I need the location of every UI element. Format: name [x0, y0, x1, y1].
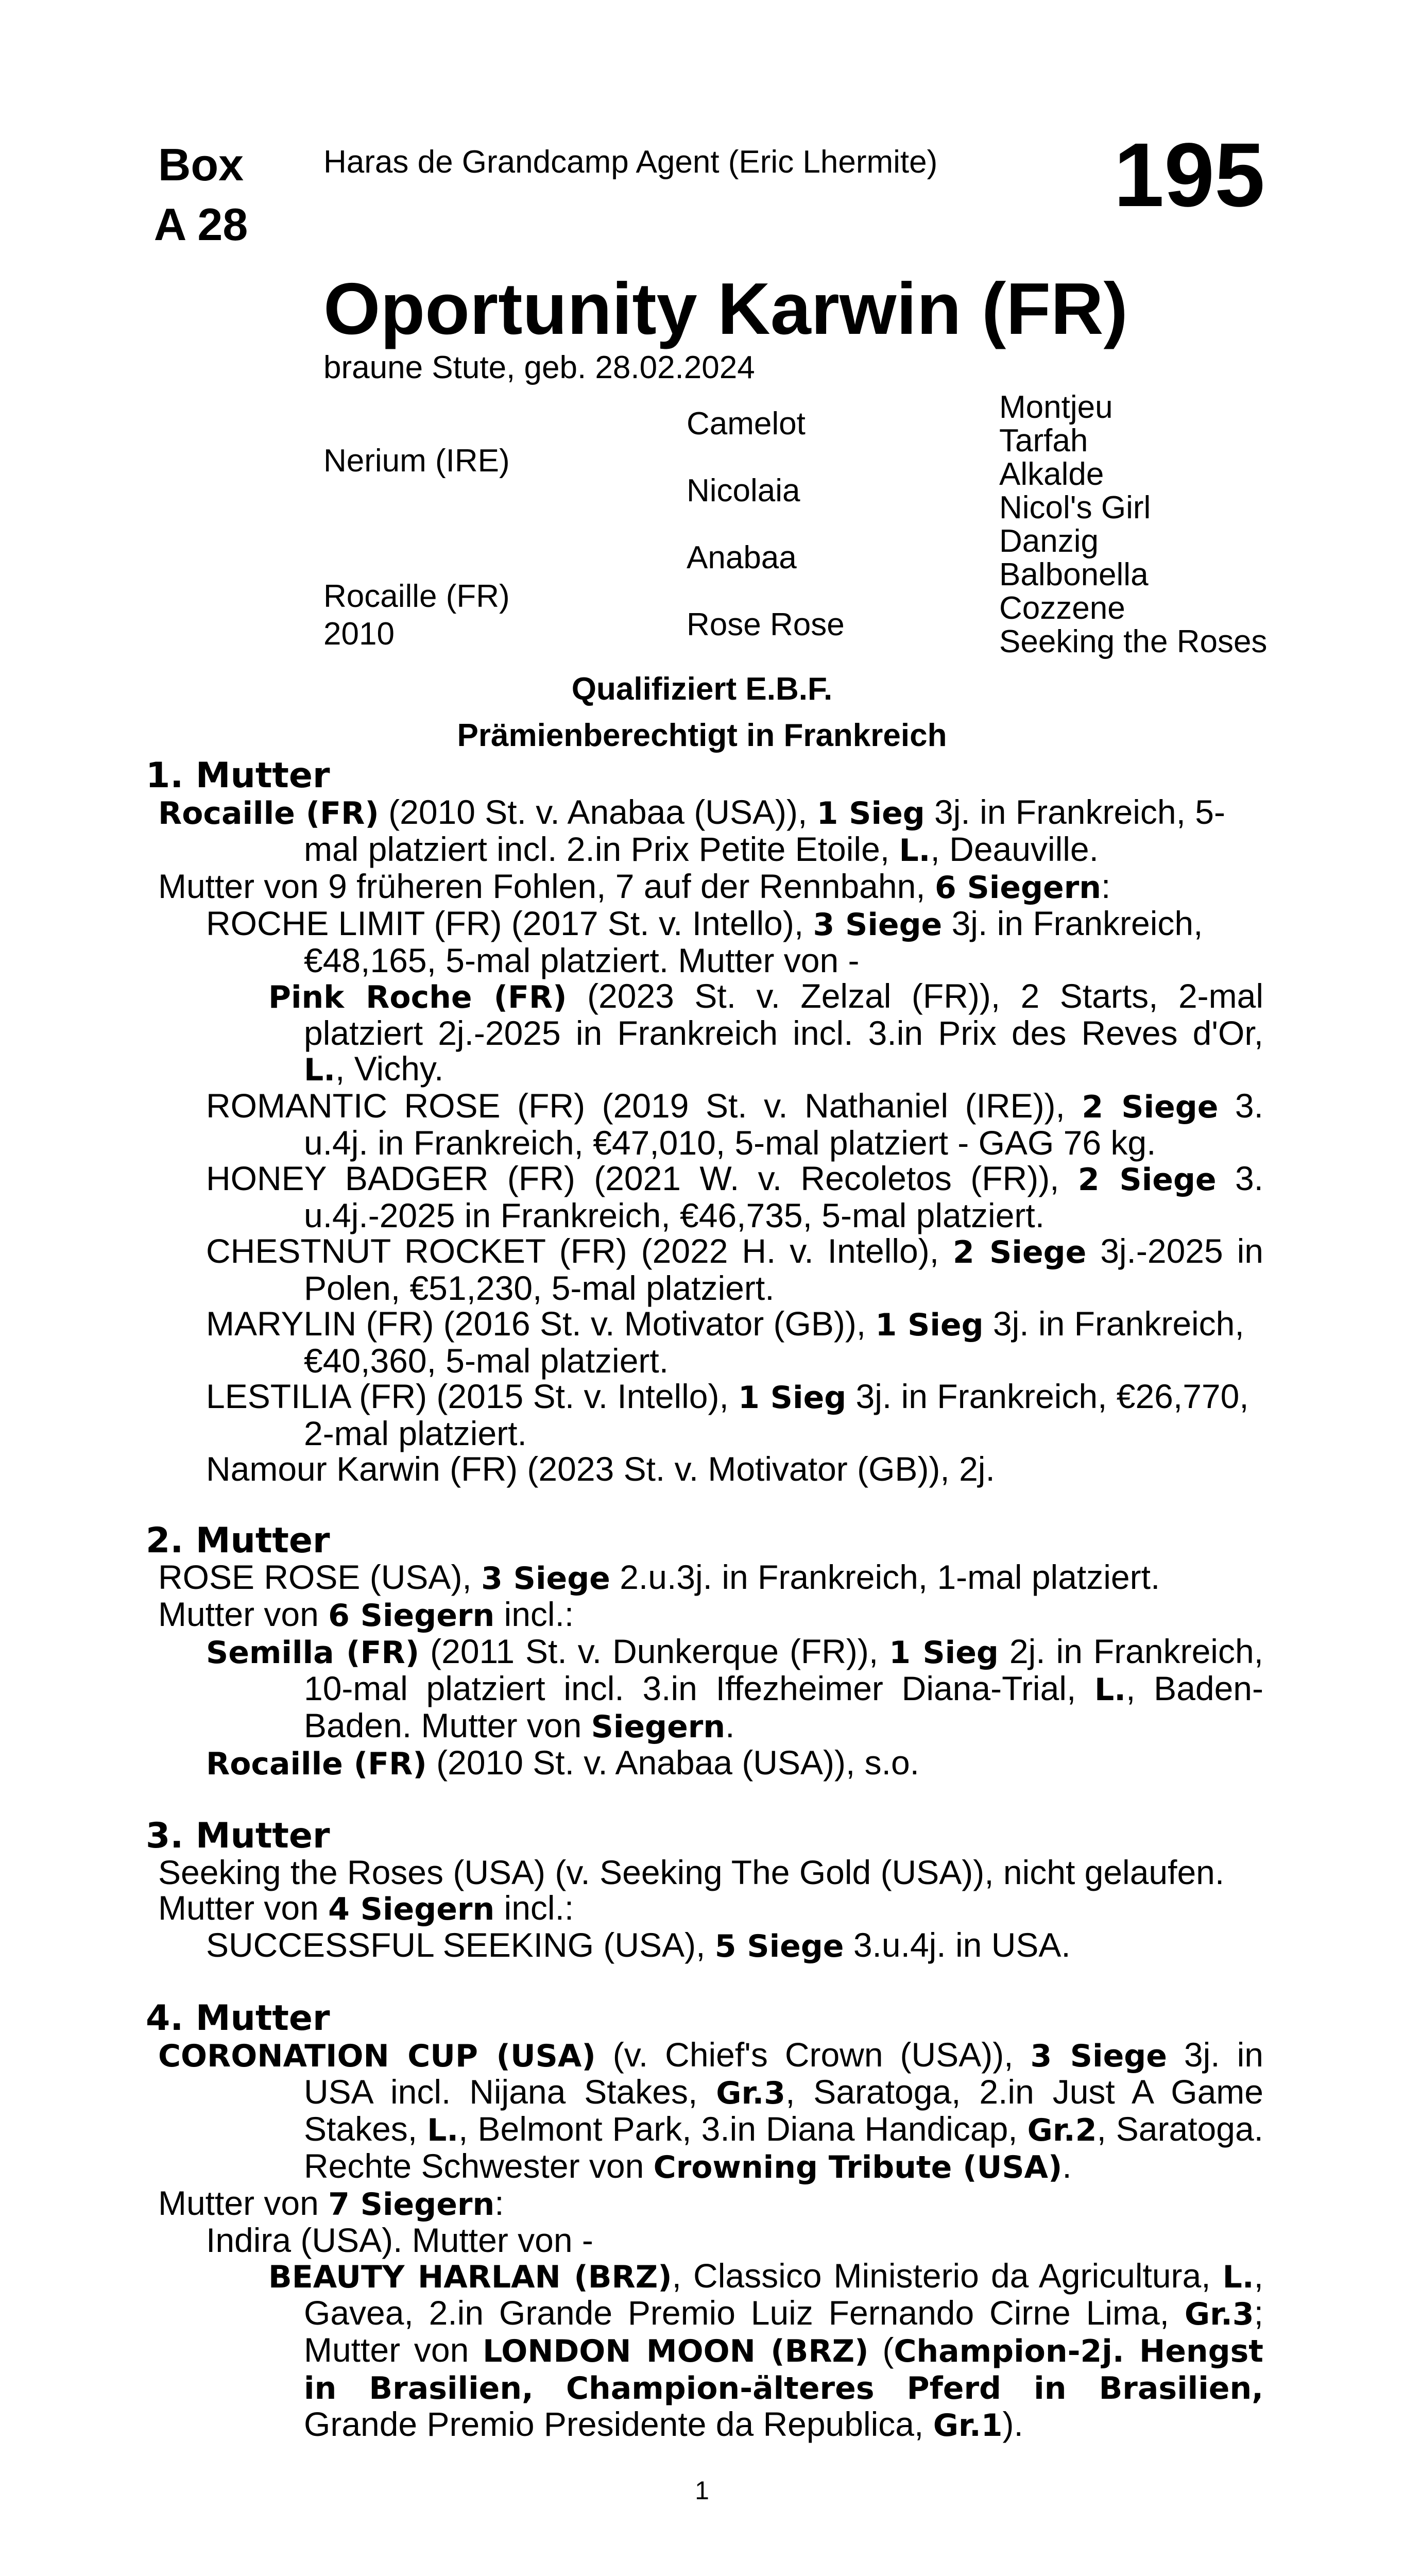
listed-mark: L. [899, 833, 931, 869]
text: , Saratoga, 2.in Just A Game Stakes, [304, 2073, 1263, 2148]
qualification-ebf: Qualifiziert E.B.F. [571, 671, 833, 707]
winners: 4 Siegern [328, 1891, 495, 1927]
text: 3j. in Frankreich, 5-mal platziert incl. 2.in Prix Petite Etoile, [304, 793, 1225, 868]
text: ROSE ROSE (USA), [158, 1558, 482, 1596]
text: ). [1002, 2405, 1023, 2443]
pedigree-ggp-3: Alkalde [999, 456, 1104, 492]
pedigree-dam-dam: Rose Rose [687, 607, 845, 642]
text: 3. u.4j.-2025 in Frankreich, €46,735, 5-mal platziert. [304, 1159, 1263, 1234]
text: : [1101, 867, 1111, 905]
text: 2j. in Frankreich, 10-mal platziert incl. 3.in Iffezheimer Diana-Trial, [304, 1632, 1263, 1707]
listed-mark: L. [304, 1052, 336, 1088]
pedigree-sire-sire: Camelot [687, 406, 806, 442]
wins: 2 Siege [1082, 1089, 1219, 1125]
text: MARYLIN (FR) (2016 St. v. Motivator (GB)), [206, 1304, 876, 1343]
catalogue-body [146, 757, 1263, 2444]
text: . [1062, 2147, 1072, 2185]
dam2-foal-1 [146, 1634, 1263, 1745]
dam4-foal-1: Indira (USA). Mutter von - [206, 2221, 593, 2259]
group-mark: Gr.2 [1027, 2112, 1097, 2148]
section-heading-dam1: 1. Mutter [146, 755, 330, 796]
text: (2010 St. v. Anabaa (USA)), [379, 793, 817, 831]
text: Mutter von [158, 1595, 329, 1633]
consignor: Haras de Grandcamp Agent (Eric Lhermite) [323, 144, 938, 180]
text: 3j.-2025 in Polen, €51,230, 5-mal platziert. [304, 1232, 1263, 1307]
pedigree-sire-dam: Nicolaia [687, 473, 800, 509]
text: 3j. in Frankreich, €26,770, 2-mal platziert. [304, 1377, 1249, 1452]
horse-name-bold: CORONATION CUP (USA) [158, 2038, 596, 2074]
spacer [146, 1964, 1263, 2000]
text: . [725, 1706, 735, 1744]
pedigree-dam-sire: Anabaa [687, 540, 797, 575]
spacer [146, 1487, 1263, 1522]
dam1-foal-5 [146, 1306, 1263, 1379]
text: Mutter von 9 früheren Fohlen, 7 auf der Rennbahn, [158, 867, 935, 905]
text: 2.u.3j. in Frankreich, 1-mal platziert. [610, 1558, 1160, 1596]
dam1-foal-7: Namour Karwin (FR) (2023 St. v. Motivator (GB)), 2j. [206, 1450, 995, 1488]
dam3-entry: Seeking the Roses (USA) (v. Seeking The Gold (USA)), nicht gelaufen. [158, 1853, 1225, 1891]
dam1-foal-3 [146, 1161, 1263, 1233]
dam4-entry [146, 2037, 1263, 2185]
dam1-foal-6 [146, 1379, 1263, 1451]
group-mark: Gr.3 [716, 2075, 786, 2111]
text: 3. u.4j. in Frankreich, €47,010, 5-mal platziert - GAG 76 kg. [304, 1087, 1263, 1162]
text: ; Mutter von [304, 2294, 1263, 2369]
pedigree-ggp-1: Montjeu [999, 389, 1113, 425]
text: 3.u.4j. in USA. [844, 1926, 1071, 1964]
text: , Classico Ministerio da Agricultura, [672, 2257, 1223, 2295]
wins: 3 Siege [813, 907, 943, 943]
wins: 2 Siege [952, 1234, 1087, 1270]
text: : [494, 2184, 504, 2222]
champion-title: Champion-2j. Hengst in Brasilien, Champion-älteres Pferd in Brasilien, [304, 2333, 1263, 2406]
text: , Deauville. [930, 830, 1099, 868]
text: Mutter von [158, 1889, 329, 1927]
pedigree-dam: Rocaille (FR) [323, 579, 510, 614]
dam3-foal-1 [146, 1927, 1263, 1964]
horse-name-bold: Semilla (FR) [206, 1635, 420, 1671]
text: Mutter von [158, 2184, 329, 2222]
dam1-foal-1 [146, 906, 1263, 978]
dam2-entry [146, 1560, 1263, 1597]
dam4-produce [146, 2185, 1263, 2223]
winners: 6 Siegern [934, 870, 1102, 906]
section-heading-dam4: 4. Mutter [146, 1998, 330, 2039]
box-label [129, 135, 273, 255]
text: ROMANTIC ROSE (FR) (2019 St. v. Nathaniel (IRE)), [206, 1087, 1082, 1125]
horse-name: Oportunity Karwin (FR) [323, 268, 1128, 350]
text: 3j. in Frankreich, €48,165, 5-mal platziert. Mutter von - [304, 904, 1203, 979]
wins: 5 Siege [714, 1928, 844, 1964]
text: (2011 St. v. Dunkerque (FR)), [419, 1632, 889, 1670]
wins: 2 Siege [1077, 1162, 1217, 1198]
pedigree-ggp-4: Nicol's Girl [999, 490, 1151, 526]
wins: 1 Sieg [889, 1635, 999, 1671]
spacer [146, 1782, 1263, 1818]
wins: 1 Sieg [875, 1307, 984, 1343]
winners: Siegern [591, 1709, 726, 1745]
page-number: 1 [695, 2476, 709, 2505]
text: , Baden-Baden. Mutter von [304, 1669, 1263, 1744]
text: (2023 St. v. Zelzal (FR)), 2 Starts, 2-mal platziert 2j.-2025 in Frankreich incl. 3.in Prix des Reves d'Or, [304, 977, 1263, 1052]
text: , Saratoga. Rechte Schwester von [304, 2110, 1263, 2185]
dam1-entry [146, 794, 1263, 869]
text: incl.: [494, 1595, 574, 1633]
text: HONEY BADGER (FR) (2021 W. v. Recoletos (FR)), [206, 1159, 1078, 1197]
wins: 3 Siege [1030, 2038, 1167, 2074]
wins: 1 Sieg [738, 1380, 847, 1416]
dam2-foal-2 [146, 1745, 1263, 1782]
group-mark: Gr.3 [1184, 2296, 1254, 2332]
box-word: Box [158, 139, 244, 190]
text: , Belmont Park, 3.in Diana Handicap, [458, 2110, 1028, 2148]
dam1-foal-4 [146, 1233, 1263, 1306]
text: (v. Chief's Crown (USA)), [595, 2036, 1031, 2074]
text: CHESTNUT ROCKET (FR) (2022 H. v. Intello), [206, 1232, 953, 1270]
text: Grande Premio Presidente da Republica, [304, 2405, 933, 2443]
horse-name-bold: BEAUTY HARLAN (BRZ) [268, 2259, 672, 2295]
text: incl.: [494, 1889, 574, 1927]
section-heading-dam3: 3. Mutter [146, 1816, 330, 1856]
text: LESTILIA (FR) (2015 St. v. Intello), [206, 1377, 739, 1415]
text: , Gavea, 2.in Grande Premio Luiz Fernando Cirne Lima, [304, 2257, 1263, 2332]
winners: 6 Siegern [328, 1598, 495, 1634]
dam1-foal-1-produce [146, 978, 1263, 1088]
dam2-produce [146, 1597, 1263, 1634]
text: SUCCESSFUL SEEKING (USA), [206, 1926, 715, 1964]
section-heading-dam2: 2. Mutter [146, 1520, 330, 1561]
dam3-produce [146, 1890, 1263, 1927]
text: , Vichy. [335, 1049, 444, 1088]
listed-mark: L. [1094, 1672, 1126, 1708]
text: ( [868, 2331, 894, 2369]
dam1-produce [146, 869, 1263, 906]
dam1-name: Rocaille (FR) [158, 795, 379, 832]
text: 3j. in Frankreich, €40,360, 5-mal platziert. [304, 1304, 1244, 1380]
pedigree-ggp-8: Seeking the Roses [999, 624, 1268, 659]
dam4-foal-1-produce [146, 2258, 1263, 2444]
wins: 3 Siege [481, 1561, 610, 1597]
dam1-foal-2 [146, 1088, 1263, 1161]
horse-name-bold: Pink Roche (FR) [268, 979, 567, 1015]
pedigree-sire: Nerium (IRE) [323, 443, 510, 479]
horse-description: braune Stute, geb. 28.02.2024 [323, 350, 755, 385]
pedigree-ggp-2: Tarfah [999, 423, 1088, 459]
qualification-premium: Prämienberechtigt in Frankreich [457, 718, 947, 753]
wins: 1 Sieg [816, 795, 925, 832]
horse-name-bold: LONDON MOON (BRZ) [483, 2333, 869, 2369]
horse-name-bold: Rocaille (FR) [206, 1746, 427, 1782]
winners: 7 Siegern [328, 2187, 495, 2223]
listed-mark: L. [1222, 2259, 1254, 2295]
text: ROCHE LIMIT (FR) (2017 St. v. Intello), [206, 904, 813, 942]
pedigree-dam-year: 2010 [323, 616, 395, 652]
lot-number: 195 [1114, 125, 1265, 226]
pedigree-ggp-6: Balbonella [999, 557, 1149, 592]
pedigree-ggp-5: Danzig [999, 523, 1099, 559]
box-number: A 28 [153, 199, 248, 250]
text: (2010 St. v. Anabaa (USA)), s.o. [426, 1743, 920, 1782]
group-mark: Gr.1 [933, 2408, 1003, 2444]
listed-mark: L. [427, 2112, 459, 2148]
horse-name-bold: Crowning Tribute (USA) [653, 2149, 1063, 2185]
text: 3j. in USA incl. Nijana Stakes, [304, 2036, 1263, 2111]
pedigree-ggp-7: Cozzene [999, 590, 1125, 626]
